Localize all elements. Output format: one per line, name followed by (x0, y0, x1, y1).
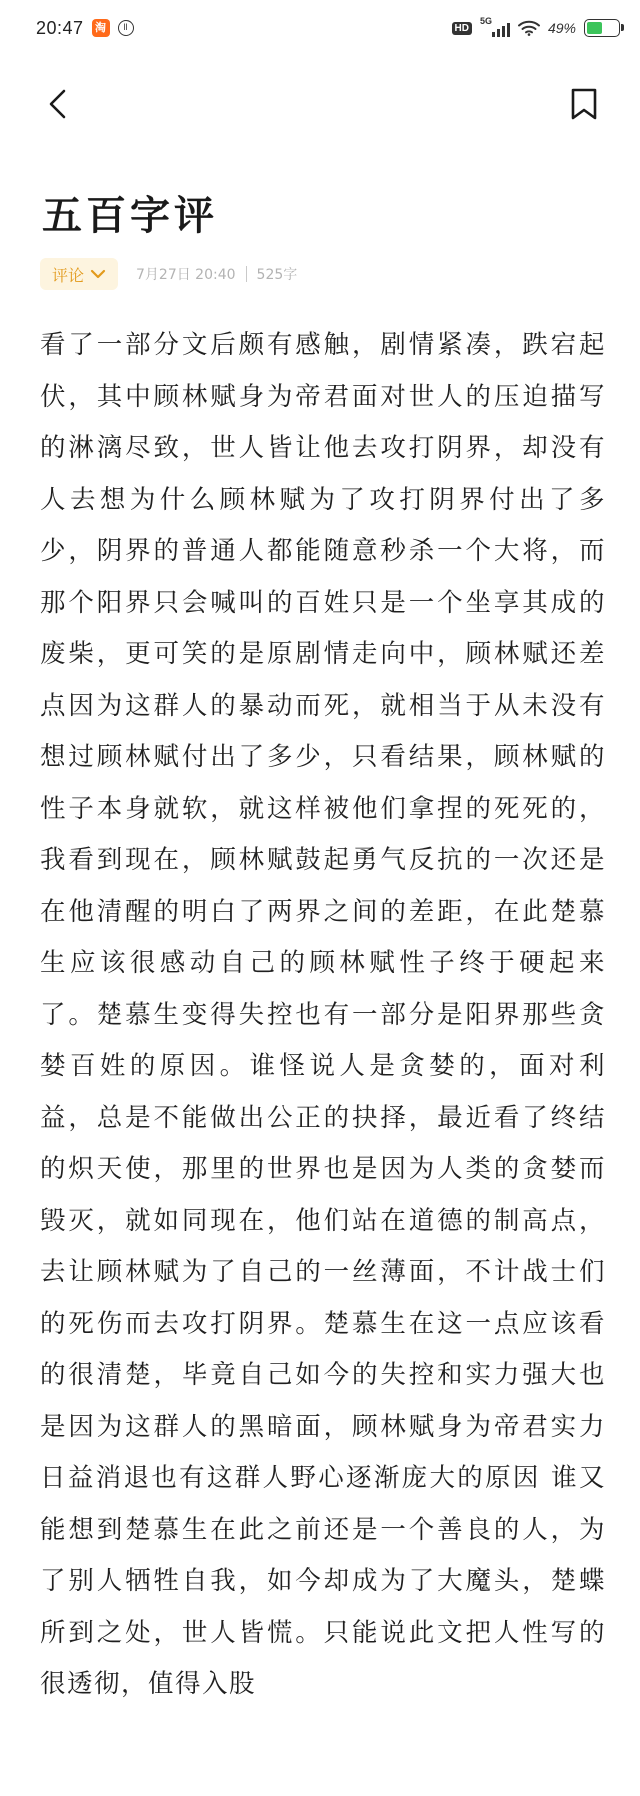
category-label: 评论 (52, 265, 85, 285)
category-dropdown[interactable] (40, 258, 118, 290)
wifi-icon (518, 20, 540, 36)
taobao-notification-icon: 淘 (92, 19, 110, 37)
page-title: 五百字评 (42, 193, 218, 239)
circle-notification-icon: ll (118, 20, 134, 36)
word-count: 525字 (256, 267, 298, 283)
article-date: 7月27日 20:40 (136, 267, 236, 283)
article-body: 看了一部分文后颇有感触，剧情紧凑，跌宕起伏，其中顾林赋身为帝君面对世人的压迫描写的淋漓尽致，世人皆让他去攻打阴界，却没有人去想为什么顾林赋为了攻打阴界付出了多少，阴界的普通人都能随意秒杀一个大将，而那个阳界只会喊叫的百姓只是一个坐享其成的废柴，更可笑的是原剧情走向中，顾林赋还差点因为这群人的暴动而死，就相当于从未没有想过顾林赋付出了多少，只看结果，顾林赋的性子本身就软，就这样被他们拿捏的死死的，我看到现在，顾林赋鼓起勇气反抗的一次还是在他清醒的明白了两界之间的差距，在此楚慕生应该很感动自己的顾林赋性子终于硬起来了。楚慕生变得失控也有一部分是阳界那些贪婪百姓的原因。谁怪说人是贪婪的，面对利益，总是不能做出公正的抉择，最近看了终结的炽天使，那里的世界也是因为人类的贪婪而毁灭，就如同现在，他们站在道德的制高点，去让顾林赋为了自己的一丝薄面，不计战士们的死伤而去攻打阴界。楚慕生在这一点应该看的很清楚，毕竟自己如今的失控和实力强大也是因为这群人的黑暗面，顾林赋身为帝君实力日益消退也有这群人野心逐渐庞大的原因 谁又能想到楚慕生在此之前还是一个善良的人，为了别人牺牲自我，如今却成为了大魔头，楚蝶所到之处，世人皆慌。只能说此文把人性写的很透彻，值得入股 (40, 330, 606, 1699)
status-left (36, 18, 134, 39)
status-time: 20:47 (36, 17, 84, 38)
bookmark-icon (570, 87, 598, 121)
article-meta (40, 256, 297, 292)
status-right (452, 17, 620, 39)
signal-icon (480, 17, 510, 39)
back-button[interactable] (36, 82, 80, 126)
meta-divider (246, 266, 247, 282)
battery-level-fill (587, 22, 602, 34)
bookmark-button[interactable] (562, 82, 606, 126)
chevron-left-icon (46, 88, 70, 120)
chevron-down-icon (90, 269, 106, 279)
battery-icon (584, 19, 620, 37)
hd-badge: HD (452, 22, 472, 35)
battery-percent: 49% (547, 20, 576, 36)
status-bar (0, 0, 640, 56)
nav-bar (0, 70, 640, 140)
signal-label: 5G (479, 16, 492, 26)
